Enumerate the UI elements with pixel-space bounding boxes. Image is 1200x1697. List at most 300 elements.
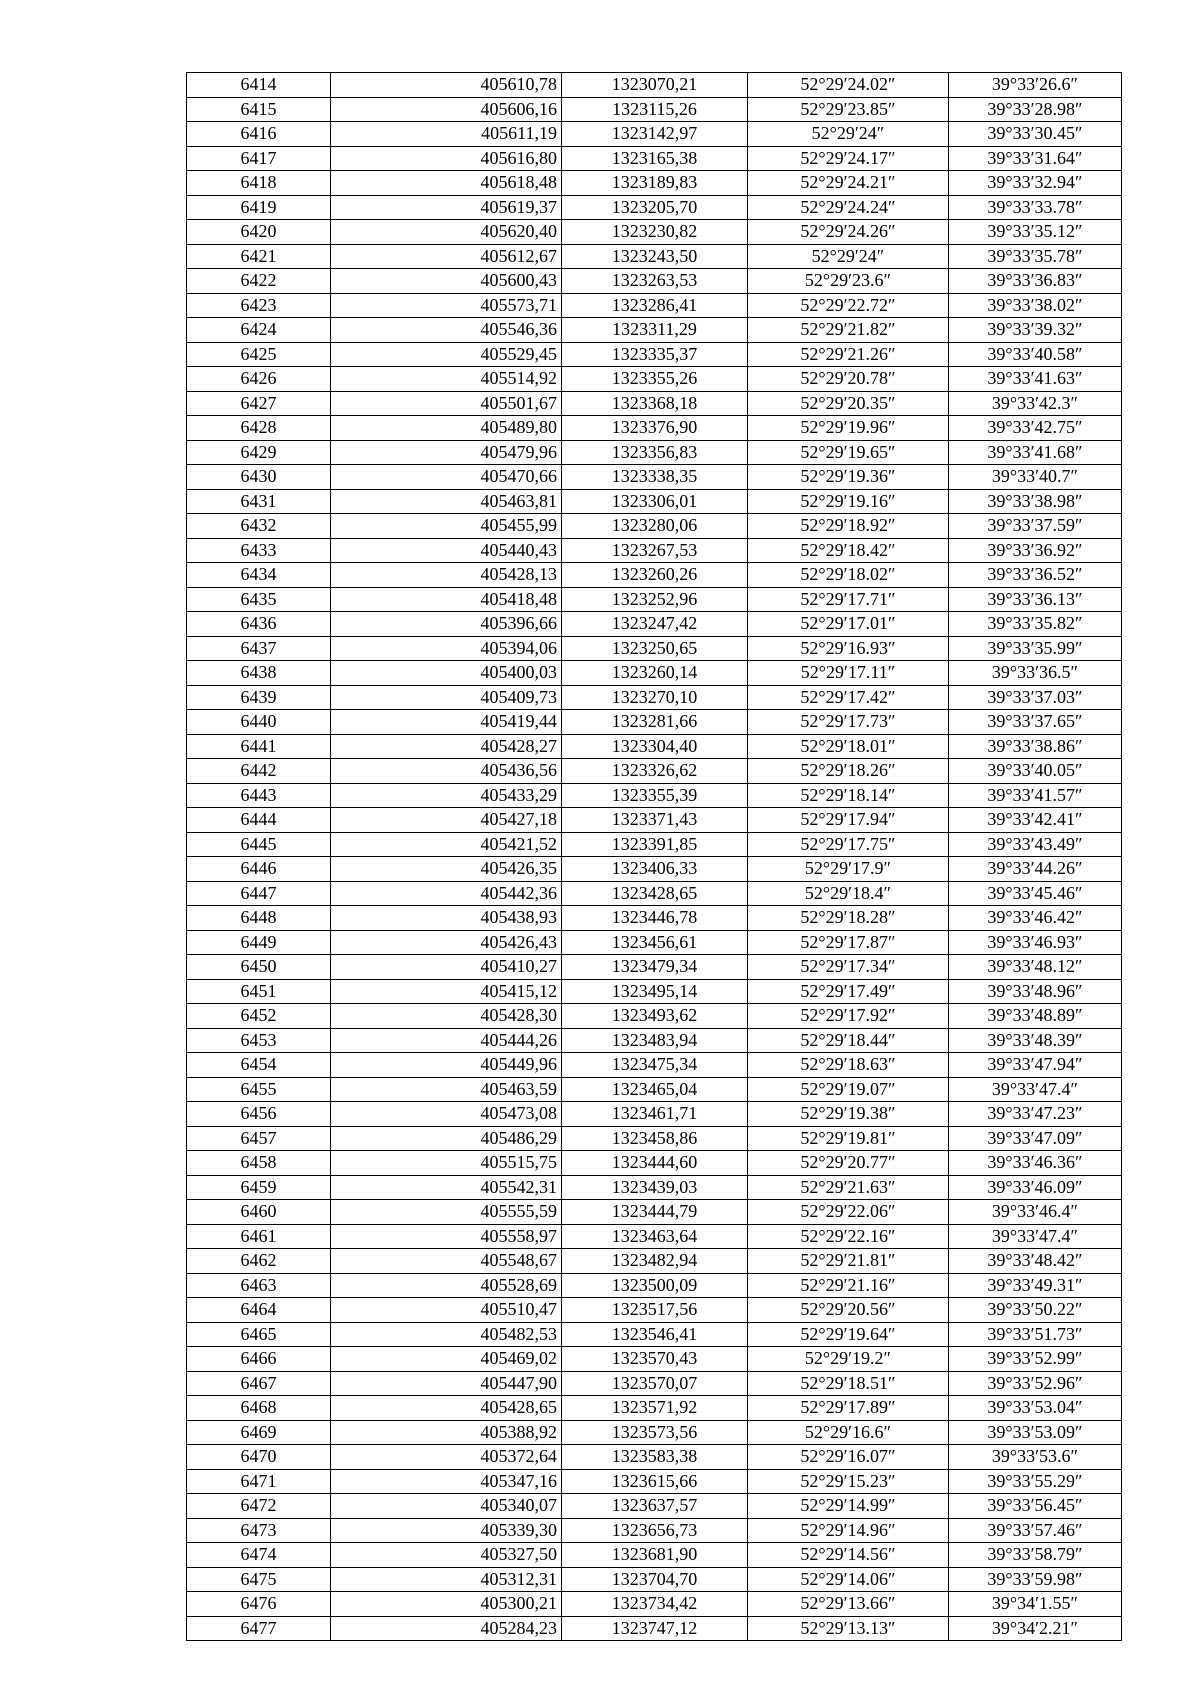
point-number-cell: 6462	[187, 1249, 331, 1274]
x-coordinate-cell: 405612,67	[331, 244, 562, 269]
latitude-cell: 52°29′17.94″	[748, 808, 949, 833]
latitude-cell: 52°29′24.17″	[748, 146, 949, 171]
x-coordinate-cell: 405436,56	[331, 759, 562, 784]
latitude-cell: 52°29′13.66″	[748, 1592, 949, 1617]
longitude-cell: 39°33′40.7″	[949, 465, 1122, 490]
point-number-cell: 6452	[187, 1004, 331, 1029]
latitude-cell: 52°29′24″	[748, 122, 949, 147]
point-number-cell: 6449	[187, 930, 331, 955]
table-row	[187, 1518, 1122, 1543]
table-row	[187, 171, 1122, 196]
point-number-cell: 6434	[187, 563, 331, 588]
longitude-cell: 39°33′35.82″	[949, 612, 1122, 637]
point-number-cell: 6477	[187, 1616, 331, 1641]
y-coordinate-cell: 1323546,41	[562, 1322, 748, 1347]
table-row	[187, 195, 1122, 220]
latitude-cell: 52°29′18.42″	[748, 538, 949, 563]
point-number-cell: 6476	[187, 1592, 331, 1617]
longitude-cell: 39°33′40.58″	[949, 342, 1122, 367]
x-coordinate-cell: 405428,27	[331, 734, 562, 759]
x-coordinate-cell: 405339,30	[331, 1518, 562, 1543]
table-row	[187, 1126, 1122, 1151]
x-coordinate-cell: 405440,43	[331, 538, 562, 563]
x-coordinate-cell: 405300,21	[331, 1592, 562, 1617]
latitude-cell: 52°29′18.4″	[748, 881, 949, 906]
point-number-cell: 6454	[187, 1053, 331, 1078]
longitude-cell: 39°33′47.09″	[949, 1126, 1122, 1151]
x-coordinate-cell: 405558,97	[331, 1224, 562, 1249]
longitude-cell: 39°33′37.59″	[949, 514, 1122, 539]
y-coordinate-cell: 1323115,26	[562, 97, 748, 122]
x-coordinate-cell: 405444,26	[331, 1028, 562, 1053]
latitude-cell: 52°29′21.26″	[748, 342, 949, 367]
table-row	[187, 1469, 1122, 1494]
latitude-cell: 52°29′19.38″	[748, 1102, 949, 1127]
coordinates-table	[186, 72, 1122, 1641]
longitude-cell: 39°33′46.36″	[949, 1151, 1122, 1176]
x-coordinate-cell: 405528,69	[331, 1273, 562, 1298]
longitude-cell: 39°33′47.4″	[949, 1224, 1122, 1249]
point-number-cell: 6424	[187, 318, 331, 343]
longitude-cell: 39°33′33.78″	[949, 195, 1122, 220]
x-coordinate-cell: 405415,12	[331, 979, 562, 1004]
y-coordinate-cell: 1323142,97	[562, 122, 748, 147]
x-coordinate-cell: 405428,65	[331, 1396, 562, 1421]
y-coordinate-cell: 1323338,35	[562, 465, 748, 490]
x-coordinate-cell: 405555,59	[331, 1200, 562, 1225]
y-coordinate-cell: 1323570,43	[562, 1347, 748, 1372]
point-number-cell: 6456	[187, 1102, 331, 1127]
table-row	[187, 1249, 1122, 1274]
latitude-cell: 52°29′19.96″	[748, 416, 949, 441]
y-coordinate-cell: 1323335,37	[562, 342, 748, 367]
x-coordinate-cell: 405340,07	[331, 1494, 562, 1519]
table-row	[187, 930, 1122, 955]
x-coordinate-cell: 405482,53	[331, 1322, 562, 1347]
x-coordinate-cell: 405606,16	[331, 97, 562, 122]
point-number-cell: 6445	[187, 832, 331, 857]
x-coordinate-cell: 405421,52	[331, 832, 562, 857]
point-number-cell: 6422	[187, 269, 331, 294]
x-coordinate-cell: 405388,92	[331, 1420, 562, 1445]
latitude-cell: 52°29′21.16″	[748, 1273, 949, 1298]
x-coordinate-cell: 405427,18	[331, 808, 562, 833]
longitude-cell: 39°33′48.96″	[949, 979, 1122, 1004]
table-row	[187, 636, 1122, 661]
longitude-cell: 39°33′36.83″	[949, 269, 1122, 294]
latitude-cell: 52°29′17.73″	[748, 710, 949, 735]
latitude-cell: 52°29′18.44″	[748, 1028, 949, 1053]
longitude-cell: 39°33′52.99″	[949, 1347, 1122, 1372]
x-coordinate-cell: 405600,43	[331, 269, 562, 294]
latitude-cell: 52°29′20.78″	[748, 367, 949, 392]
point-number-cell: 6466	[187, 1347, 331, 1372]
latitude-cell: 52°29′20.77″	[748, 1151, 949, 1176]
longitude-cell: 39°33′36.52″	[949, 563, 1122, 588]
y-coordinate-cell: 1323479,34	[562, 955, 748, 980]
latitude-cell: 52°29′18.92″	[748, 514, 949, 539]
table-row	[187, 881, 1122, 906]
latitude-cell: 52°29′17.01″	[748, 612, 949, 637]
point-number-cell: 6429	[187, 440, 331, 465]
table-row	[187, 1616, 1122, 1641]
x-coordinate-cell: 405489,80	[331, 416, 562, 441]
table-row	[187, 1371, 1122, 1396]
y-coordinate-cell: 1323371,43	[562, 808, 748, 833]
longitude-cell: 39°33′44.26″	[949, 857, 1122, 882]
point-number-cell: 6436	[187, 612, 331, 637]
longitude-cell: 39°33′42.3″	[949, 391, 1122, 416]
longitude-cell: 39°33′32.94″	[949, 171, 1122, 196]
point-number-cell: 6465	[187, 1322, 331, 1347]
latitude-cell: 52°29′19.36″	[748, 465, 949, 490]
table-row	[187, 122, 1122, 147]
point-number-cell: 6453	[187, 1028, 331, 1053]
longitude-cell: 39°33′37.03″	[949, 685, 1122, 710]
point-number-cell: 6470	[187, 1445, 331, 1470]
y-coordinate-cell: 1323656,73	[562, 1518, 748, 1543]
longitude-cell: 39°33′41.63″	[949, 367, 1122, 392]
point-number-cell: 6438	[187, 661, 331, 686]
table-row	[187, 416, 1122, 441]
coordinates-table-body	[187, 73, 1122, 1641]
latitude-cell: 52°29′24.02″	[748, 73, 949, 98]
longitude-cell: 39°33′40.05″	[949, 759, 1122, 784]
point-number-cell: 6469	[187, 1420, 331, 1445]
longitude-cell: 39°33′38.98″	[949, 489, 1122, 514]
table-row	[187, 1028, 1122, 1053]
x-coordinate-cell: 405426,35	[331, 857, 562, 882]
y-coordinate-cell: 1323368,18	[562, 391, 748, 416]
table-row	[187, 97, 1122, 122]
latitude-cell: 52°29′19.2″	[748, 1347, 949, 1372]
point-number-cell: 6447	[187, 881, 331, 906]
point-number-cell: 6437	[187, 636, 331, 661]
longitude-cell: 39°33′35.78″	[949, 244, 1122, 269]
table-row	[187, 759, 1122, 784]
x-coordinate-cell: 405514,92	[331, 367, 562, 392]
latitude-cell: 52°29′18.14″	[748, 783, 949, 808]
point-number-cell: 6427	[187, 391, 331, 416]
point-number-cell: 6419	[187, 195, 331, 220]
y-coordinate-cell: 1323475,34	[562, 1053, 748, 1078]
table-row	[187, 857, 1122, 882]
longitude-cell: 39°33′31.64″	[949, 146, 1122, 171]
y-coordinate-cell: 1323252,96	[562, 587, 748, 612]
x-coordinate-cell: 405455,99	[331, 514, 562, 539]
point-number-cell: 6458	[187, 1151, 331, 1176]
longitude-cell: 39°33′53.09″	[949, 1420, 1122, 1445]
point-number-cell: 6474	[187, 1543, 331, 1568]
latitude-cell: 52°29′17.87″	[748, 930, 949, 955]
point-number-cell: 6467	[187, 1371, 331, 1396]
x-coordinate-cell: 405312,31	[331, 1567, 562, 1592]
latitude-cell: 52°29′14.96″	[748, 1518, 949, 1543]
x-coordinate-cell: 405400,03	[331, 661, 562, 686]
point-number-cell: 6428	[187, 416, 331, 441]
longitude-cell: 39°33′59.98″	[949, 1567, 1122, 1592]
latitude-cell: 52°29′18.26″	[748, 759, 949, 784]
y-coordinate-cell: 1323573,56	[562, 1420, 748, 1445]
table-row	[187, 1224, 1122, 1249]
latitude-cell: 52°29′19.64″	[748, 1322, 949, 1347]
longitude-cell: 39°33′35.12″	[949, 220, 1122, 245]
point-number-cell: 6464	[187, 1298, 331, 1323]
point-number-cell: 6463	[187, 1273, 331, 1298]
longitude-cell: 39°33′53.04″	[949, 1396, 1122, 1421]
y-coordinate-cell: 1323456,61	[562, 930, 748, 955]
longitude-cell: 39°33′48.89″	[949, 1004, 1122, 1029]
latitude-cell: 52°29′19.65″	[748, 440, 949, 465]
y-coordinate-cell: 1323250,65	[562, 636, 748, 661]
latitude-cell: 52°29′13.13″	[748, 1616, 949, 1641]
table-row	[187, 1298, 1122, 1323]
table-row	[187, 710, 1122, 735]
x-coordinate-cell: 405479,96	[331, 440, 562, 465]
latitude-cell: 52°29′14.99″	[748, 1494, 949, 1519]
point-number-cell: 6418	[187, 171, 331, 196]
longitude-cell: 39°33′51.73″	[949, 1322, 1122, 1347]
x-coordinate-cell: 405347,16	[331, 1469, 562, 1494]
latitude-cell: 52°29′20.56″	[748, 1298, 949, 1323]
longitude-cell: 39°33′41.57″	[949, 783, 1122, 808]
point-number-cell: 6471	[187, 1469, 331, 1494]
longitude-cell: 39°33′57.46″	[949, 1518, 1122, 1543]
latitude-cell: 52°29′17.11″	[748, 661, 949, 686]
point-number-cell: 6430	[187, 465, 331, 490]
x-coordinate-cell: 405442,36	[331, 881, 562, 906]
table-row	[187, 906, 1122, 931]
x-coordinate-cell: 405418,48	[331, 587, 562, 612]
y-coordinate-cell: 1323260,14	[562, 661, 748, 686]
longitude-cell: 39°33′38.86″	[949, 734, 1122, 759]
y-coordinate-cell: 1323355,39	[562, 783, 748, 808]
table-row	[187, 1102, 1122, 1127]
y-coordinate-cell: 1323070,21	[562, 73, 748, 98]
y-coordinate-cell: 1323267,53	[562, 538, 748, 563]
point-number-cell: 6423	[187, 293, 331, 318]
table-row	[187, 612, 1122, 637]
longitude-cell: 39°33′37.65″	[949, 710, 1122, 735]
y-coordinate-cell: 1323406,33	[562, 857, 748, 882]
latitude-cell: 52°29′16.93″	[748, 636, 949, 661]
table-row	[187, 293, 1122, 318]
point-number-cell: 6455	[187, 1077, 331, 1102]
table-row	[187, 1077, 1122, 1102]
table-row	[187, 391, 1122, 416]
x-coordinate-cell: 405611,19	[331, 122, 562, 147]
longitude-cell: 39°33′36.13″	[949, 587, 1122, 612]
x-coordinate-cell: 405473,08	[331, 1102, 562, 1127]
y-coordinate-cell: 1323681,90	[562, 1543, 748, 1568]
longitude-cell: 39°33′48.42″	[949, 1249, 1122, 1274]
table-row	[187, 73, 1122, 98]
point-number-cell: 6457	[187, 1126, 331, 1151]
y-coordinate-cell: 1323583,38	[562, 1445, 748, 1470]
point-number-cell: 6435	[187, 587, 331, 612]
table-row	[187, 342, 1122, 367]
x-coordinate-cell: 405501,67	[331, 391, 562, 416]
table-row	[187, 783, 1122, 808]
y-coordinate-cell: 1323704,70	[562, 1567, 748, 1592]
y-coordinate-cell: 1323286,41	[562, 293, 748, 318]
point-number-cell: 6440	[187, 710, 331, 735]
table-row	[187, 318, 1122, 343]
x-coordinate-cell: 405438,93	[331, 906, 562, 931]
table-row	[187, 979, 1122, 1004]
table-row	[187, 1420, 1122, 1445]
table-row	[187, 734, 1122, 759]
x-coordinate-cell: 405419,44	[331, 710, 562, 735]
latitude-cell: 52°29′22.72″	[748, 293, 949, 318]
y-coordinate-cell: 1323243,50	[562, 244, 748, 269]
table-row	[187, 1445, 1122, 1470]
table-row	[187, 1543, 1122, 1568]
y-coordinate-cell: 1323461,71	[562, 1102, 748, 1127]
point-number-cell: 6444	[187, 808, 331, 833]
latitude-cell: 52°29′21.82″	[748, 318, 949, 343]
table-row	[187, 538, 1122, 563]
longitude-cell: 39°33′47.94″	[949, 1053, 1122, 1078]
x-coordinate-cell: 405463,59	[331, 1077, 562, 1102]
y-coordinate-cell: 1323376,90	[562, 416, 748, 441]
longitude-cell: 39°33′46.42″	[949, 906, 1122, 931]
table-row	[187, 465, 1122, 490]
latitude-cell: 52°29′19.81″	[748, 1126, 949, 1151]
latitude-cell: 52°29′22.06″	[748, 1200, 949, 1225]
y-coordinate-cell: 1323306,01	[562, 489, 748, 514]
x-coordinate-cell: 405284,23	[331, 1616, 562, 1641]
x-coordinate-cell: 405542,31	[331, 1175, 562, 1200]
x-coordinate-cell: 405449,96	[331, 1053, 562, 1078]
point-number-cell: 6446	[187, 857, 331, 882]
latitude-cell: 52°29′18.51″	[748, 1371, 949, 1396]
longitude-cell: 39°33′58.79″	[949, 1543, 1122, 1568]
y-coordinate-cell: 1323281,66	[562, 710, 748, 735]
latitude-cell: 52°29′24.21″	[748, 171, 949, 196]
table-row	[187, 244, 1122, 269]
latitude-cell: 52°29′24.24″	[748, 195, 949, 220]
x-coordinate-cell: 405486,29	[331, 1126, 562, 1151]
y-coordinate-cell: 1323304,40	[562, 734, 748, 759]
point-number-cell: 6421	[187, 244, 331, 269]
table-row	[187, 269, 1122, 294]
y-coordinate-cell: 1323446,78	[562, 906, 748, 931]
point-number-cell: 6441	[187, 734, 331, 759]
table-row	[187, 1567, 1122, 1592]
x-coordinate-cell: 405428,13	[331, 563, 562, 588]
x-coordinate-cell: 405469,02	[331, 1347, 562, 1372]
y-coordinate-cell: 1323230,82	[562, 220, 748, 245]
longitude-cell: 39°33′47.4″	[949, 1077, 1122, 1102]
x-coordinate-cell: 405428,30	[331, 1004, 562, 1029]
point-number-cell: 6473	[187, 1518, 331, 1543]
longitude-cell: 39°33′42.41″	[949, 808, 1122, 833]
x-coordinate-cell: 405610,78	[331, 73, 562, 98]
point-number-cell: 6448	[187, 906, 331, 931]
y-coordinate-cell: 1323482,94	[562, 1249, 748, 1274]
longitude-cell: 39°33′41.68″	[949, 440, 1122, 465]
latitude-cell: 52°29′23.6″	[748, 269, 949, 294]
latitude-cell: 52°29′21.63″	[748, 1175, 949, 1200]
table-row	[187, 146, 1122, 171]
x-coordinate-cell: 405327,50	[331, 1543, 562, 1568]
y-coordinate-cell: 1323458,86	[562, 1126, 748, 1151]
y-coordinate-cell: 1323483,94	[562, 1028, 748, 1053]
point-number-cell: 6415	[187, 97, 331, 122]
longitude-cell: 39°33′36.92″	[949, 538, 1122, 563]
longitude-cell: 39°33′48.39″	[949, 1028, 1122, 1053]
x-coordinate-cell: 405447,90	[331, 1371, 562, 1396]
x-coordinate-cell: 405433,29	[331, 783, 562, 808]
table-row	[187, 1200, 1122, 1225]
table-row	[187, 1053, 1122, 1078]
point-number-cell: 6432	[187, 514, 331, 539]
point-number-cell: 6426	[187, 367, 331, 392]
table-row	[187, 1322, 1122, 1347]
point-number-cell: 6433	[187, 538, 331, 563]
x-coordinate-cell: 405463,81	[331, 489, 562, 514]
table-row	[187, 955, 1122, 980]
latitude-cell: 52°29′18.02″	[748, 563, 949, 588]
x-coordinate-cell: 405372,64	[331, 1445, 562, 1470]
y-coordinate-cell: 1323637,57	[562, 1494, 748, 1519]
table-row	[187, 563, 1122, 588]
table-row	[187, 220, 1122, 245]
table-row	[187, 1592, 1122, 1617]
y-coordinate-cell: 1323311,29	[562, 318, 748, 343]
point-number-cell: 6425	[187, 342, 331, 367]
longitude-cell: 39°33′47.23″	[949, 1102, 1122, 1127]
point-number-cell: 6431	[187, 489, 331, 514]
longitude-cell: 39°33′35.99″	[949, 636, 1122, 661]
y-coordinate-cell: 1323444,60	[562, 1151, 748, 1176]
latitude-cell: 52°29′17.9″	[748, 857, 949, 882]
x-coordinate-cell: 405573,71	[331, 293, 562, 318]
longitude-cell: 39°33′30.45″	[949, 122, 1122, 147]
table-row	[187, 1273, 1122, 1298]
latitude-cell: 52°29′18.63″	[748, 1053, 949, 1078]
latitude-cell: 52°29′17.75″	[748, 832, 949, 857]
latitude-cell: 52°29′17.34″	[748, 955, 949, 980]
latitude-cell: 52°29′16.07″	[748, 1445, 949, 1470]
latitude-cell: 52°29′18.28″	[748, 906, 949, 931]
y-coordinate-cell: 1323493,62	[562, 1004, 748, 1029]
x-coordinate-cell: 405410,27	[331, 955, 562, 980]
y-coordinate-cell: 1323500,09	[562, 1273, 748, 1298]
y-coordinate-cell: 1323263,53	[562, 269, 748, 294]
x-coordinate-cell: 405620,40	[331, 220, 562, 245]
y-coordinate-cell: 1323355,26	[562, 367, 748, 392]
x-coordinate-cell: 405529,45	[331, 342, 562, 367]
x-coordinate-cell: 405616,80	[331, 146, 562, 171]
y-coordinate-cell: 1323280,06	[562, 514, 748, 539]
x-coordinate-cell: 405426,43	[331, 930, 562, 955]
point-number-cell: 6414	[187, 73, 331, 98]
y-coordinate-cell: 1323747,12	[562, 1616, 748, 1641]
y-coordinate-cell: 1323428,65	[562, 881, 748, 906]
longitude-cell: 39°33′43.49″	[949, 832, 1122, 857]
y-coordinate-cell: 1323391,85	[562, 832, 748, 857]
y-coordinate-cell: 1323615,66	[562, 1469, 748, 1494]
point-number-cell: 6420	[187, 220, 331, 245]
x-coordinate-cell: 405510,47	[331, 1298, 562, 1323]
y-coordinate-cell: 1323444,79	[562, 1200, 748, 1225]
x-coordinate-cell: 405470,66	[331, 465, 562, 490]
table-row	[187, 367, 1122, 392]
y-coordinate-cell: 1323734,42	[562, 1592, 748, 1617]
latitude-cell: 52°29′14.56″	[748, 1543, 949, 1568]
